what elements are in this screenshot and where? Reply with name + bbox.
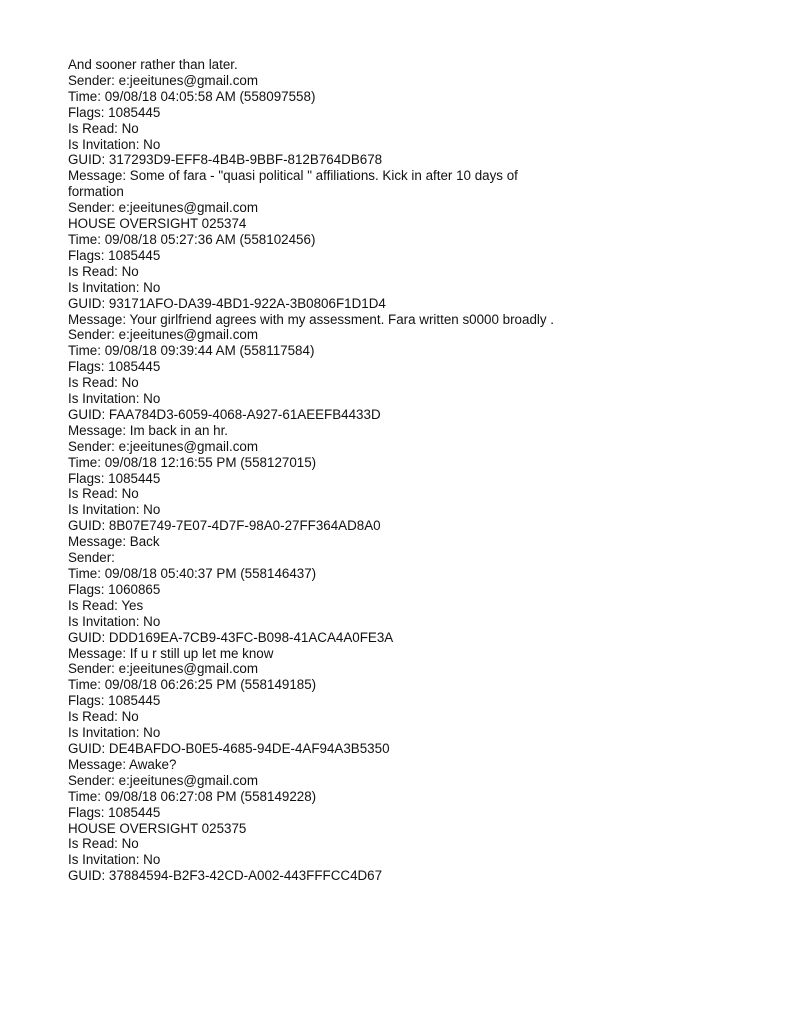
flags-line: Flags: 1085445 (68, 359, 161, 375)
sender-line: Sender: e:jeeitunes@gmail.com (68, 72, 258, 88)
guid-line: GUID: FAA784D3-6059-4068-A927-61AEEFB4433D (68, 406, 381, 422)
guid-line: GUID: 8B07E749-7E07-4D7F-98A0-27FF364AD8A0 (68, 518, 381, 534)
is-invitation-line: Is Invitation: No (68, 613, 161, 629)
time-line: Time: 09/08/18 05:27:36 AM (558102456) (68, 231, 316, 247)
guid-line: GUID: DE4BAFDO-B0E5-4685-94DE-4AF94A3B5350 (68, 740, 390, 756)
is-invitation-line: Is Invitation: No (68, 391, 161, 407)
sender-line: Sender: e:jeeitunes@gmail.com (68, 661, 258, 677)
guid-line: GUID: DDD169EA-7CB9-43FC-B098-41ACA4A0FE3A (68, 629, 394, 645)
message-continuation-line: formation (68, 184, 124, 200)
message-line: Message: Some of fara - "quasi political " affiliations. Kick in after 10 days of (68, 168, 518, 184)
guid-line: GUID: 317293D9-EFF8-4B4B-9BBF-812B764DB678 (68, 152, 383, 168)
message-line: Message: Im back in an hr. (68, 422, 229, 438)
guid-line: GUID: 93171AFO-DA39-4BD1-922A-3B0806F1D1D4 (68, 295, 386, 311)
flags-line: Flags: 1085445 (68, 104, 161, 120)
time-line: Time: 09/08/18 06:27:08 PM (558149228) (68, 788, 317, 804)
document-body (68, 57, 768, 884)
bates-stamp: HOUSE OVERSIGHT 025374 (68, 216, 247, 232)
sender-line: Sender: e:jeeitunes@gmail.com (68, 327, 258, 343)
bates-stamp: HOUSE OVERSIGHT 025375 (68, 820, 247, 836)
is-invitation-line: Is Invitation: No (68, 725, 161, 741)
sender-line: Sender: e:jeeitunes@gmail.com (68, 200, 258, 216)
time-line: Time: 09/08/18 05:40:37 PM (558146437) (68, 566, 317, 581)
flags-line: Flags: 1085445 (68, 693, 161, 709)
message-line: Message: If u r still up let me know (68, 645, 274, 661)
message-line: Message: Your girlfriend agrees with my assessment. Fara written s0000 broadly . (68, 311, 555, 327)
is-read-line: Is Read: No (68, 486, 139, 502)
guid-line: GUID: 37884594-B2F3-42CD-A002-443FFFCC4D67 (68, 868, 383, 884)
time-line: Time: 09/08/18 06:26:25 PM (558149185) (68, 677, 317, 693)
is-invitation-line: Is Invitation: No (68, 852, 161, 868)
text-line: And sooner rather than later. (68, 57, 238, 72)
flags-line: Flags: 1085445 (68, 804, 161, 820)
is-invitation-line: Is Invitation: No (68, 502, 161, 518)
time-line: Time: 09/08/18 04:05:58 AM (558097558) (68, 88, 316, 104)
time-line: Time: 09/08/18 12:16:55 PM (558127015) (68, 454, 317, 470)
flags-line: Flags: 1060865 (68, 581, 161, 597)
is-read-line: Is Read: No (68, 263, 139, 279)
sender-line: Sender: (68, 550, 115, 566)
is-read-line: Is Read: No (68, 709, 139, 725)
sender-line: Sender: e:jeeitunes@gmail.com (68, 438, 258, 454)
is-read-line: Is Read: No (68, 375, 139, 391)
message-line: Message: Back (68, 534, 160, 550)
is-invitation-line: Is Invitation: No (68, 279, 161, 295)
message-line: Message: Awake? (68, 756, 177, 772)
is-invitation-line: Is Invitation: No (68, 136, 161, 152)
time-line: Time: 09/08/18 09:39:44 AM (558117584) (68, 343, 315, 359)
is-read-line: Is Read: Yes (68, 597, 144, 613)
sender-line: Sender: e:jeeitunes@gmail.com (68, 772, 258, 788)
flags-line: Flags: 1085445 (68, 470, 161, 486)
flags-line: Flags: 1085445 (68, 247, 161, 263)
is-read-line: Is Read: No (68, 836, 139, 852)
is-read-line: Is Read: No (68, 120, 139, 136)
